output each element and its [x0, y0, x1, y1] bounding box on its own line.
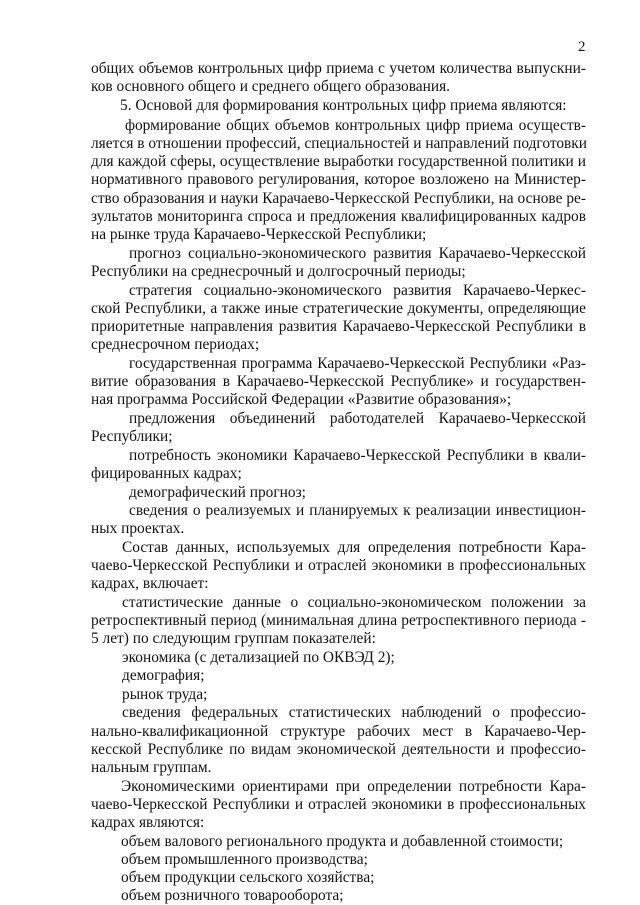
text-line: рынок труда; [122, 686, 208, 703]
text-line: демография; [122, 667, 205, 684]
text-line: зультатов мониторинга спроса и предложения квалифицированных кадров [91, 208, 586, 225]
text-line: для каждой сферы, осуществление выработки государственной политики и [91, 153, 586, 170]
text-line: объем валового регионального продукта и добавленной стоимости; [121, 833, 564, 850]
text-line: предложения объединений работодателей Карачаево-Черкесской [129, 410, 586, 427]
text-line: среднесрочном периодах; [91, 336, 260, 353]
text-line: ляется в отношении профессий, специальностей и направлений подготовки [91, 135, 588, 152]
text-line: сведения о реализуемых и планируемых к реализации инвестицион- [129, 502, 586, 519]
text-line: формирование общих объемов контрольных цифр приема осуществ- [125, 117, 586, 134]
text-line: Состав данных, используемых для определения потребности Кара- [122, 539, 586, 556]
text-line: общих объемов контрольных цифр приема с учетом количества выпускни- [91, 60, 586, 77]
page-number: 2 [578, 39, 586, 55]
text-line: на рынке труда Карачаево-Черкесской Республики; [91, 226, 427, 243]
text-line: кадрах, включает: [91, 575, 209, 592]
text-line: витие образования в Карачаево-Черкесской Республике» и государствен- [91, 373, 586, 390]
text-line: нальным группам. [91, 759, 212, 776]
text-line: 5. Основой для формирования контрольных цифр приема являются: [120, 97, 567, 114]
text-line: нормативного правового регулирования, которое возложено на Министер- [91, 171, 586, 188]
text-line: Экономическими ориентирами при определении потребности Кара- [121, 778, 586, 795]
text-line: прогноз социально-экономического развития Карачаево-Черкесской [129, 245, 586, 262]
text-line: ных проектах. [91, 520, 185, 537]
text-line: объем продукции сельского хозяйства; [121, 869, 375, 886]
text-line: ретроспективный период (минимальная длина ретроспективного периода - [91, 612, 586, 629]
text-line: ная программа Российской Федерации «Развитие образования»; [91, 391, 512, 408]
text-line: объем розничного товарооборота; [121, 887, 344, 904]
text-line: стратегия социально-экономического развития Карачаево-Черкес- [129, 282, 586, 299]
text-line: нально-квалификационной структуре рабочих мест в Карачаево-Чер- [91, 723, 586, 740]
text-line: 5 лет) по следующим группам показателей: [91, 630, 376, 647]
text-line: ков основного общего и среднего общего образования. [91, 78, 451, 95]
text-line: ство образования и науки Карачаево-Черкесской Республики, на основе ре- [91, 190, 586, 207]
text-line: кадрах являются: [91, 814, 205, 831]
text-line: объем промышленного производства; [121, 851, 368, 868]
text-line: демографический прогноз; [129, 484, 306, 501]
text-line: чаево-Черкесской Республики и отраслей экономики в профессиональных [91, 796, 586, 813]
text-line: чаево-Черкесской Республики и отраслей экономики в профессиональных [91, 557, 586, 574]
text-line: фицированных кадрах; [91, 465, 242, 482]
text-line: Республики на среднесрочный и долгосрочный периоды; [91, 263, 466, 280]
text-line: экономика (с детализацией по ОКВЭД 2); [122, 649, 395, 666]
text-line: статистические данные о социально-экономическом положении за [122, 594, 586, 611]
text-line: ской Республики, а также иные стратегические документы, определяющие [91, 300, 586, 317]
text-line: приоритетные направления развития Карачаево-Черкесской Республики в [91, 318, 586, 335]
text-line: Республики; [91, 428, 173, 445]
text-line: потребность экономики Карачаево-Черкесской Республики в квали- [129, 447, 586, 464]
text-line: сведения федеральных статистических наблюдений о профессио- [122, 704, 586, 721]
text-line: кесской Республике по видам экономической деятельности и профессио- [91, 741, 586, 758]
text-line: государственная программа Карачаево-Черкесской Республики «Раз- [129, 355, 586, 372]
